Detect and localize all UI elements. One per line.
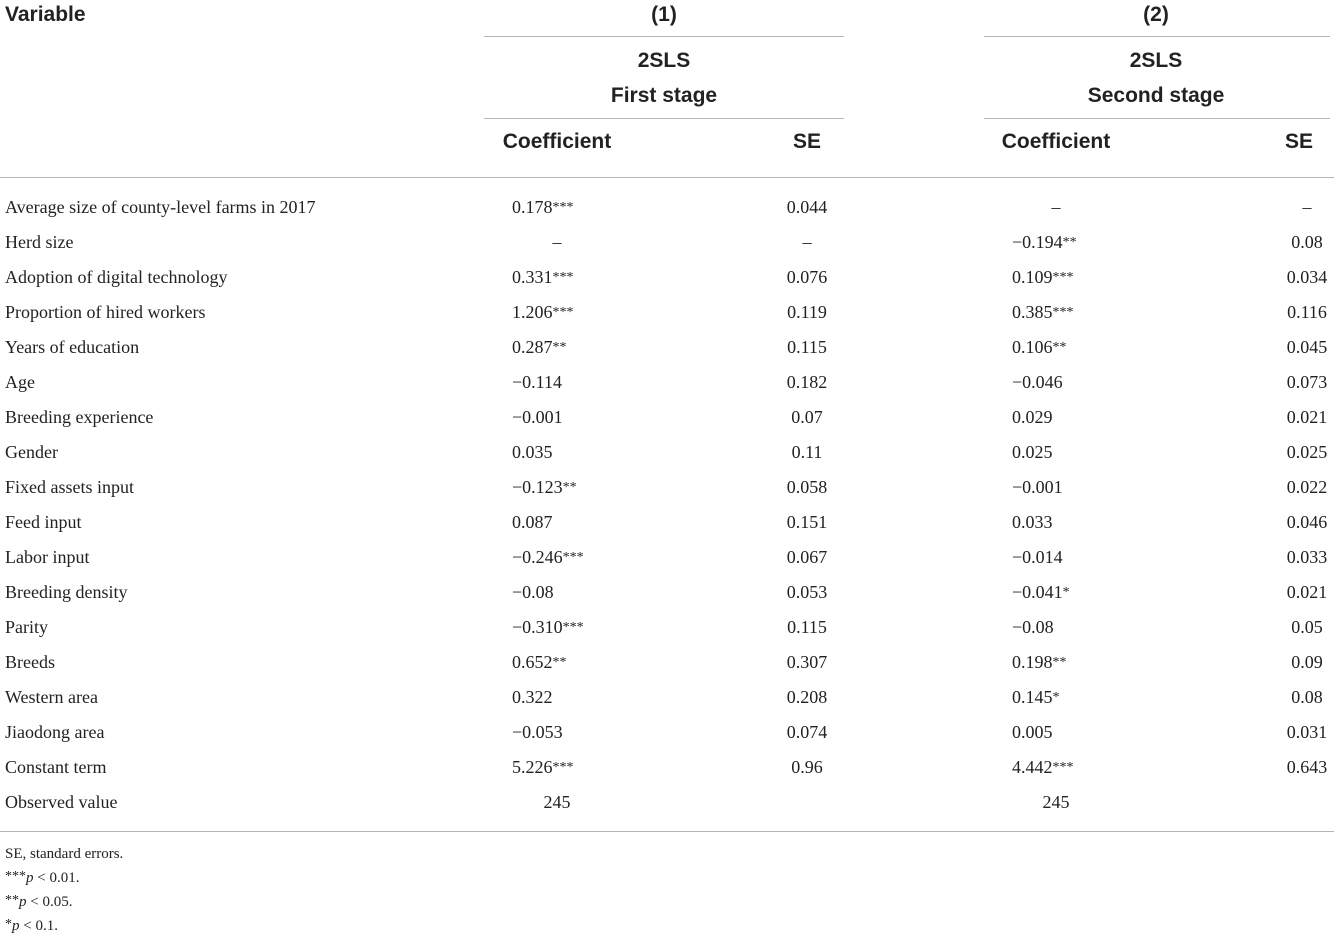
model1-se: 0.115 [787,337,827,357]
model2-coefficient: 245 [1042,792,1070,812]
significance-stars: *** [552,305,574,320]
model2-se-header: SE [1284,130,1314,153]
table-row [0,406,1334,441]
significance-stars: *** [552,200,574,215]
model2-rule-top [984,36,1330,37]
significance-stars: *** [1052,760,1074,775]
model1-coefficient: 1.206*** [512,302,574,322]
row-label: Adoption of digital technology [5,267,228,287]
model1-se: 0.076 [786,267,828,287]
row-label: Proportion of hired workers [5,302,206,322]
model1-se: 0.053 [786,582,828,602]
row-label: Feed input [5,512,82,532]
significance-stars: ** [1052,340,1067,355]
table-row [0,336,1334,371]
significance-stars: * [1052,690,1060,705]
model1-se: 0.119 [787,302,827,322]
row-label: Breeding experience [5,407,154,427]
model1-coef-header: Coefficient [502,130,612,153]
model2-se: – [1302,197,1312,217]
model1-coefficient: 0.331*** [512,267,574,287]
model2-se: 0.116 [1287,302,1327,322]
significance-stars: ** [1062,235,1077,250]
model2-method: 2SLS [1129,49,1183,72]
significance-stars: *** [1052,305,1074,320]
note-p01: *p < 0.1. [5,917,58,934]
model2-se: 0.021 [1286,582,1328,602]
table-row [0,371,1334,406]
model1-coefficient: 0.287** [512,337,567,357]
row-label: Labor input [5,547,90,567]
model2-coefficient: −0.046 [1012,372,1063,392]
model2-coefficient: −0.014 [1012,547,1063,567]
model2-coefficient: 0.033 [1012,512,1053,532]
model2-se: 0.045 [1286,337,1328,357]
model2-coefficient: 0.005 [1012,722,1053,742]
row-label: Constant term [5,757,107,777]
row-label: Years of education [5,337,140,357]
model1-method: 2SLS [637,49,691,72]
table-row [0,616,1334,651]
model1-se: 0.96 [791,757,823,777]
row-label: Observed value [5,792,118,812]
table-row [0,441,1334,476]
model2-coefficient: 0.029 [1012,407,1053,427]
model2-se: 0.022 [1286,477,1328,497]
model1-coefficient: – [552,232,562,252]
row-label: Jiaodong area [5,722,105,742]
model2-se: 0.08 [1291,687,1323,707]
table-row [0,721,1334,756]
table-row [0,266,1334,301]
model2-coefficient: 0.145* [1012,687,1060,707]
significance-stars: *** [562,550,584,565]
row-label: Age [5,372,35,392]
model1-se-header: SE [792,130,822,153]
model2-se: 0.031 [1286,722,1328,742]
model1-coefficient: 0.178*** [512,197,574,217]
model2-coefficient: −0.08 [1012,617,1054,637]
model2-coefficient: 0.385*** [1012,302,1074,322]
model1-coefficient: 245 [543,792,571,812]
table-row [0,231,1334,266]
model1-se: – [802,232,812,252]
header-divider [0,177,1334,178]
significance-stars: ** [562,480,577,495]
model1-number: (1) [651,3,677,26]
model2-se: 0.09 [1291,652,1323,672]
model1-rule-top [484,36,844,37]
model1-coefficient: −0.001 [512,407,563,427]
model1-stage: First stage [610,84,718,107]
model1-coefficient: 0.322 [512,687,553,707]
significance-stars: ** [552,655,567,670]
model2-se: 0.021 [1286,407,1328,427]
note-p001: ***p < 0.01. [5,869,80,886]
significance-stars: ** [1052,655,1067,670]
table-row [0,196,1334,231]
table-row [0,301,1334,336]
model1-coefficient: −0.246*** [512,547,584,567]
model2-coefficient: 0.025 [1012,442,1053,462]
model1-coefficient: −0.123** [512,477,577,497]
model1-coefficient: 0.035 [512,442,553,462]
significance-stars: *** [562,620,584,635]
model2-se: 0.643 [1286,757,1328,777]
model1-se: 0.07 [791,407,823,427]
row-label: Gender [5,442,58,462]
model1-coefficient: 0.652** [512,652,567,672]
note-se: SE, standard errors. [5,846,124,862]
variable-column-header: Variable [5,3,86,26]
row-label: Western area [5,687,98,707]
significance-stars: *** [1052,270,1074,285]
model2-coefficient: −0.001 [1012,477,1063,497]
table-row [0,791,1334,826]
row-label: Breeds [5,652,55,672]
table-row [0,511,1334,546]
model1-coefficient: −0.08 [512,582,554,602]
model2-number: (2) [1143,3,1169,26]
table-row [0,651,1334,686]
model2-se: 0.05 [1291,617,1323,637]
model1-se: 0.307 [786,652,828,672]
model2-se: 0.073 [1286,372,1328,392]
significance-stars: *** [552,760,574,775]
model1-se: 0.058 [786,477,828,497]
model2-stage: Second stage [1087,84,1225,107]
model2-se: 0.033 [1286,547,1328,567]
row-label: Fixed assets input [5,477,134,497]
significance-stars: *** [552,270,574,285]
model1-se: 0.11 [791,442,823,462]
model1-se: 0.182 [786,372,828,392]
model2-coef-header: Coefficient [1001,130,1111,153]
row-label: Parity [5,617,48,637]
model2-coefficient: −0.041* [1012,582,1070,602]
table-row [0,546,1334,581]
model1-coefficient: −0.310*** [512,617,584,637]
model1-coefficient: −0.114 [512,372,562,392]
table-row [0,581,1334,616]
model2-rule-bottom [984,118,1330,119]
table-row [0,476,1334,511]
model1-coefficient: 5.226*** [512,757,574,777]
model1-se: 0.044 [786,197,828,217]
model2-coefficient: 0.106** [1012,337,1067,357]
note-p005: **p < 0.05. [5,893,73,910]
model1-coefficient: −0.053 [512,722,563,742]
model2-se: 0.025 [1286,442,1328,462]
model1-rule-bottom [484,118,844,119]
row-label: Average size of county-level farms in 2017 [5,197,316,217]
model2-se: 0.034 [1286,267,1328,287]
table-bottom-rule [0,831,1334,832]
model1-se: 0.208 [786,687,828,707]
row-label: Breeding density [5,582,128,602]
model1-se: 0.115 [787,617,827,637]
significance-stars: ** [552,340,567,355]
model1-se: 0.151 [786,512,828,532]
table-row [0,756,1334,791]
model2-coefficient: – [1051,197,1061,217]
significance-stars: * [1062,585,1070,600]
row-label: Herd size [5,232,74,252]
model2-coefficient: 0.198** [1012,652,1067,672]
model2-se: 0.046 [1286,512,1328,532]
model2-coefficient: −0.194** [1012,232,1077,252]
model1-se: 0.067 [786,547,828,567]
model2-coefficient: 4.442*** [1012,757,1074,777]
model1-se: 0.074 [786,722,828,742]
model2-coefficient: 0.109*** [1012,267,1074,287]
model1-coefficient: 0.087 [512,512,553,532]
model2-se: 0.08 [1291,232,1323,252]
table-row [0,686,1334,721]
